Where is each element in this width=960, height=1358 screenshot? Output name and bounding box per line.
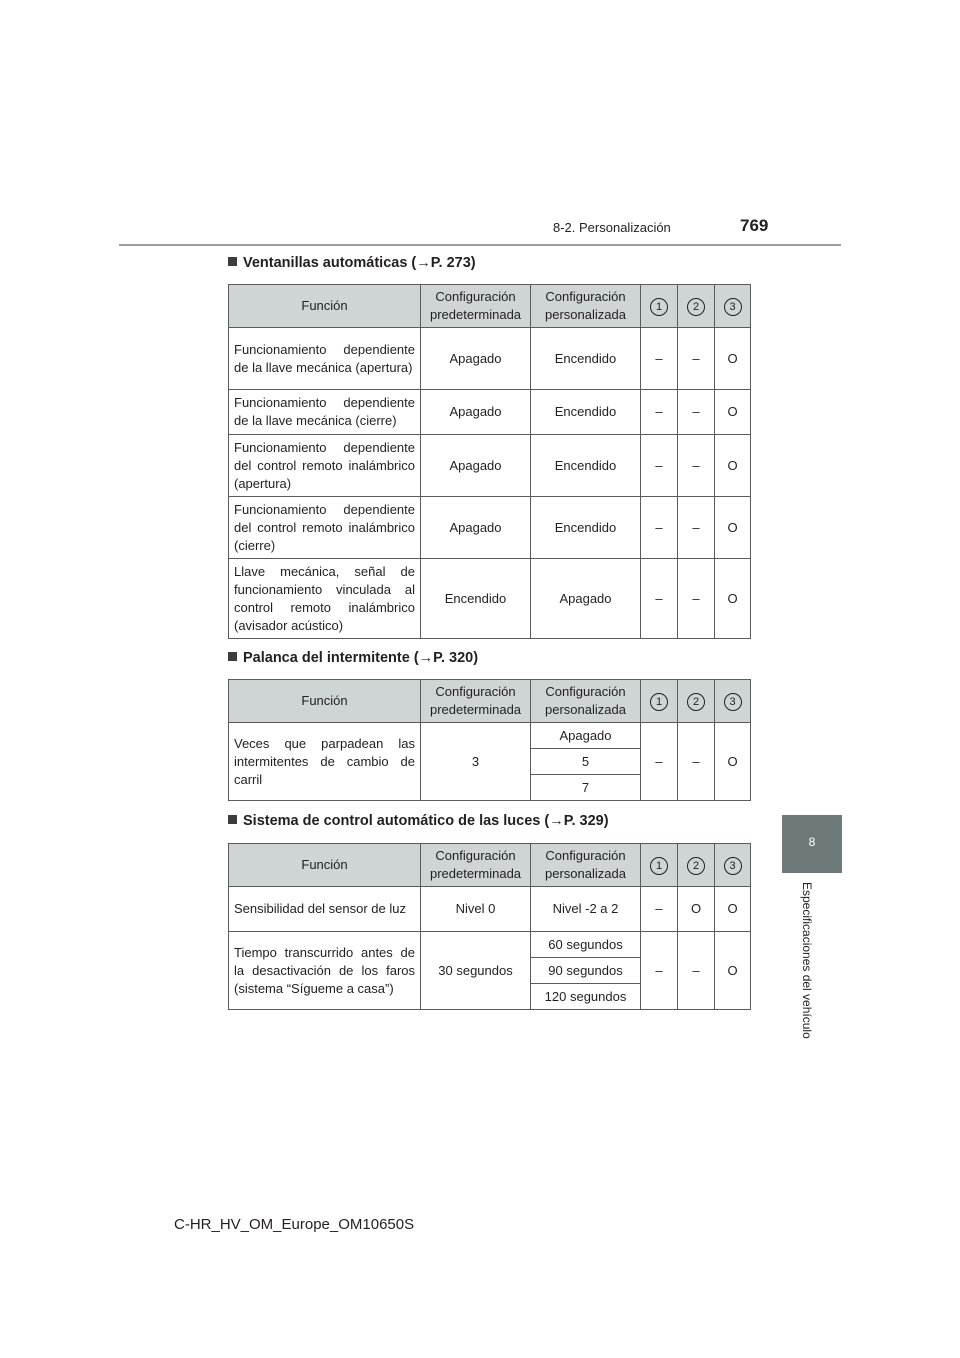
cell-c3: O — [715, 932, 751, 1010]
cell-c3: O — [715, 328, 751, 390]
cell-custom-option: Apagado — [531, 723, 641, 749]
config-table-ventanillas — [228, 284, 751, 639]
cell-c2: – — [678, 390, 715, 435]
chapter-title: Especificaciones del vehículo — [800, 882, 814, 1039]
cell-c1: – — [641, 435, 678, 497]
cell-default: Apagado — [421, 390, 531, 435]
table-header-row — [229, 680, 751, 723]
header-custom: Configuración personalizada — [531, 680, 641, 723]
cell-custom-option: 60 segundos — [531, 932, 641, 958]
cell-custom: Encendido — [531, 328, 641, 390]
header-col2 — [678, 844, 715, 887]
square-bullet-icon — [228, 815, 237, 824]
cell-default: Apagado — [421, 497, 531, 559]
header-col1 — [641, 680, 678, 723]
circled-three-icon: 3 — [724, 857, 742, 875]
cell-function: Veces que parpadean las intermitentes de cambio de carril — [229, 723, 421, 801]
table-row — [229, 887, 751, 932]
header-col1 — [641, 285, 678, 328]
chapter-tab — [782, 815, 842, 873]
header-default: Configuración predeterminada — [421, 844, 531, 887]
cell-function: Funcionamiento dependiente del control remoto inalámbrico (cierre) — [229, 497, 421, 559]
table-row — [229, 328, 751, 390]
cell-custom-option: 7 — [531, 775, 641, 801]
section-heading-text: Ventanillas automáticas (→P. 273) — [243, 255, 476, 271]
table-row — [229, 932, 751, 958]
cell-function: Funcionamiento dependiente de la llave mecánica (apertura) — [229, 328, 421, 390]
cell-function: Funcionamiento dependiente de la llave mecánica (cierre) — [229, 390, 421, 435]
header-default: Configuración predeterminada — [421, 285, 531, 328]
cell-c1: – — [641, 559, 678, 639]
config-table-intermitente — [228, 679, 751, 801]
table-row — [229, 723, 751, 749]
cell-custom: Nivel -2 a 2 — [531, 887, 641, 932]
circled-one-icon: 1 — [650, 693, 668, 711]
cell-custom-option: 120 segundos — [531, 984, 641, 1010]
square-bullet-icon — [228, 652, 237, 661]
section-heading-text: Palanca del intermitente (→P. 320) — [243, 650, 479, 666]
header-custom: Configuración personalizada — [531, 285, 641, 328]
cell-custom: Encendido — [531, 497, 641, 559]
header-col2 — [678, 680, 715, 723]
table-row — [229, 497, 751, 559]
circled-three-icon: 3 — [724, 298, 742, 316]
cell-function: Sensibilidad del sensor de luz — [229, 887, 421, 932]
table-header-row — [229, 285, 751, 328]
cell-c3: O — [715, 435, 751, 497]
header-divider — [119, 244, 841, 246]
cell-c3: O — [715, 887, 751, 932]
table-row — [229, 390, 751, 435]
cell-default: Nivel 0 — [421, 887, 531, 932]
header-col3 — [715, 285, 751, 328]
circled-three-icon: 3 — [724, 693, 742, 711]
cell-default: Apagado — [421, 435, 531, 497]
header-custom: Configuración personalizada — [531, 844, 641, 887]
cell-custom-option: 5 — [531, 749, 641, 775]
cell-custom: Apagado — [531, 559, 641, 639]
cell-default: 3 — [421, 723, 531, 801]
header-col3 — [715, 844, 751, 887]
cell-c2: – — [678, 328, 715, 390]
section-title: 8-2. Personalización — [553, 220, 671, 235]
circled-two-icon: 2 — [687, 857, 705, 875]
cell-function: Llave mecánica, señal de funcionamiento vinculada al control remoto inalámbrico (avisador acústico) — [229, 559, 421, 639]
page-number: 769 — [740, 216, 769, 235]
cell-c3: O — [715, 559, 751, 639]
circled-two-icon: 2 — [687, 693, 705, 711]
cell-default: 30 segundos — [421, 932, 531, 1010]
table-row — [229, 559, 751, 639]
cell-c2: – — [678, 497, 715, 559]
section-heading-luces — [228, 813, 609, 829]
cell-c1: – — [641, 390, 678, 435]
table-header-row — [229, 844, 751, 887]
header-col3 — [715, 680, 751, 723]
header-col2 — [678, 285, 715, 328]
config-table-luces — [228, 843, 751, 1010]
cell-c1: – — [641, 723, 678, 801]
circled-two-icon: 2 — [687, 298, 705, 316]
cell-custom-option: 90 segundos — [531, 958, 641, 984]
cell-c3: O — [715, 497, 751, 559]
cell-c3: O — [715, 723, 751, 801]
cell-c1: – — [641, 887, 678, 932]
header-funcion: Función — [229, 680, 421, 723]
circled-one-icon: 1 — [650, 857, 668, 875]
cell-custom: Encendido — [531, 435, 641, 497]
cell-c1: – — [641, 328, 678, 390]
square-bullet-icon — [228, 257, 237, 266]
cell-default: Apagado — [421, 328, 531, 390]
cell-c1: – — [641, 932, 678, 1010]
cell-custom: Encendido — [531, 390, 641, 435]
header-default: Configuración predeterminada — [421, 680, 531, 723]
cell-c3: O — [715, 390, 751, 435]
circled-one-icon: 1 — [650, 298, 668, 316]
section-heading-text: Sistema de control automático de las luces (→P. 329) — [243, 813, 609, 829]
document-id: C-HR_HV_OM_Europe_OM10650S — [174, 1216, 415, 1233]
header-funcion: Función — [229, 844, 421, 887]
cell-c1: – — [641, 497, 678, 559]
cell-c2: – — [678, 559, 715, 639]
chapter-number: 8 — [808, 835, 816, 849]
table-row — [229, 435, 751, 497]
section-heading-intermitente — [228, 650, 478, 666]
cell-c2: – — [678, 435, 715, 497]
cell-function: Tiempo transcurrido antes de la desactivación de los faros (sistema “Sígueme a casa”) — [229, 932, 421, 1010]
header-col1 — [641, 844, 678, 887]
cell-c2: – — [678, 723, 715, 801]
cell-function: Funcionamiento dependiente del control remoto inalámbrico (apertura) — [229, 435, 421, 497]
cell-c2: O — [678, 887, 715, 932]
header-funcion: Función — [229, 285, 421, 328]
cell-default: Encendido — [421, 559, 531, 639]
cell-c2: – — [678, 932, 715, 1010]
section-heading-ventanillas — [228, 255, 476, 271]
